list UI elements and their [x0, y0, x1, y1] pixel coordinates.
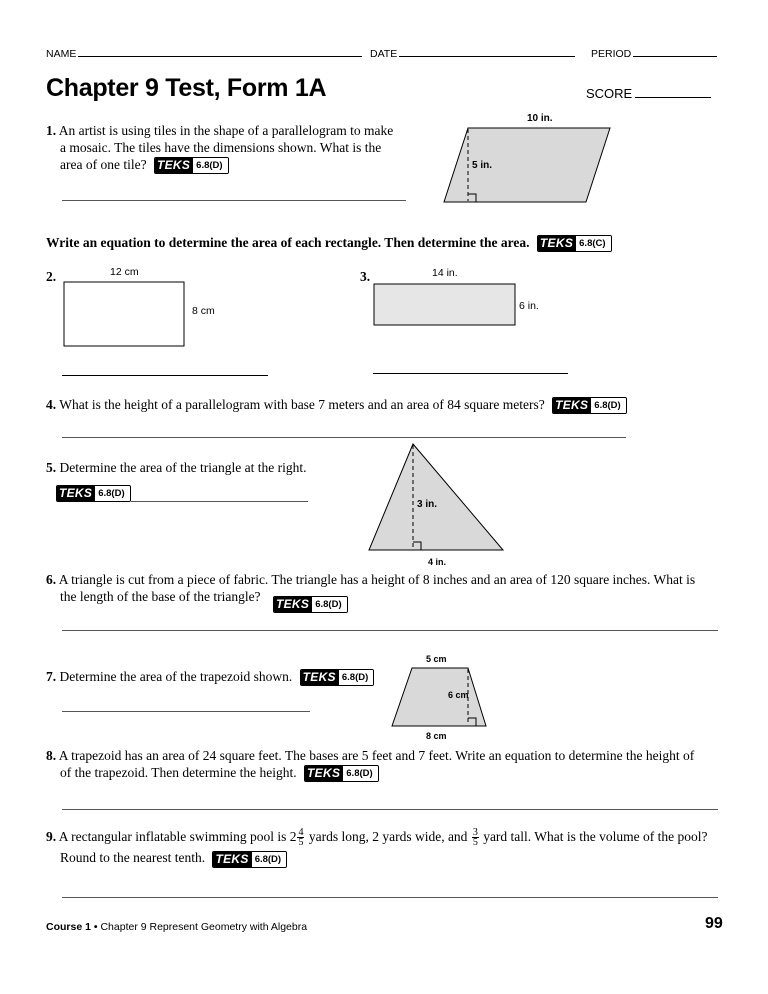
q7-bottom-label: 8 cm [426, 731, 447, 741]
q6-teks-badge [273, 596, 348, 613]
name-field [46, 46, 362, 60]
q3-number: 3. [360, 269, 371, 284]
q1-number: 1. [46, 123, 57, 138]
q5-base-label: 4 in. [428, 557, 447, 567]
teks-logo: TEKS [57, 486, 95, 501]
q7-number: 7. [46, 669, 57, 684]
question-7 [46, 668, 374, 686]
q2-width-label: 12 cm [110, 266, 139, 278]
q9-f1-numerator: 4 [298, 827, 304, 839]
q9-answer-line[interactable] [62, 897, 718, 898]
question-5 [46, 459, 307, 476]
q5-triangle-figure [365, 438, 510, 556]
score-field [586, 85, 711, 101]
q4-teks-badge [552, 397, 627, 414]
q9-f1-denominator: 5 [298, 837, 304, 849]
q4-number: 4. [46, 397, 57, 412]
q7-answer-line[interactable] [62, 711, 310, 712]
name-label: NAME [46, 48, 77, 60]
q6-answer-line[interactable] [62, 630, 718, 631]
q8-answer-line[interactable] [62, 809, 718, 810]
teks-logo: TEKS [213, 852, 251, 867]
period-field [591, 46, 717, 60]
q9-text-post: yard tall. What is the volume of the pool? [479, 829, 708, 844]
instruction-text: Write an equation to determine the area of each rectangle. Then determine the area. [46, 235, 530, 250]
q7-teks-badge [300, 669, 375, 686]
date-label: DATE [370, 48, 398, 60]
footer-course [46, 921, 307, 933]
footer-bullet: • [93, 921, 98, 933]
question-1 [46, 122, 426, 174]
q8-line1: A trapezoid has an area of 24 square feet. The bases are 5 feet and 7 feet. Write an equation to determine the height of [58, 748, 695, 763]
q7-text: Determine the area of the trapezoid shown. [59, 669, 293, 684]
q6-teks-code: 6.8(D) [312, 597, 346, 612]
q7-teks-code: 6.8(D) [339, 670, 373, 685]
date-line[interactable] [399, 46, 575, 57]
teks-logo: TEKS [305, 766, 343, 781]
footer-course-name: Course 1 [46, 921, 91, 933]
q7-top-label: 5 cm [426, 654, 447, 664]
q2-height-label: 8 cm [192, 305, 215, 317]
q9-number: 9. [46, 829, 57, 844]
question-9 [46, 828, 756, 868]
q7-trapezoid-figure [388, 664, 493, 730]
q8-line2: of the trapezoid. Then determine the height. [60, 765, 297, 780]
q4-teks-code: 6.8(D) [591, 398, 625, 413]
q5-text: Determine the area of the triangle at the right. [59, 460, 307, 475]
q9-fraction-1 [297, 828, 304, 847]
q1-base-label: 10 in. [527, 113, 553, 124]
q3-answer-line[interactable] [373, 373, 568, 374]
q6-line2: the length of the base of the triangle? [60, 589, 261, 604]
q5-number: 5. [46, 460, 57, 475]
q9-text-mid: yards long, 2 yards wide, and [305, 829, 471, 844]
q2-rectangle-figure [60, 280, 190, 350]
q5-height-label: 3 in. [417, 499, 438, 510]
q8-number: 8. [46, 748, 57, 763]
q4-text: What is the height of a parallelogram with base 7 meters and an area of 84 square meters? [59, 397, 545, 412]
q8-teks-badge [304, 765, 379, 782]
q5-answer-line[interactable] [131, 501, 308, 502]
q1-height-label: 5 in. [472, 160, 493, 171]
instruction-teks-badge [537, 235, 612, 252]
score-label: SCORE [586, 86, 633, 101]
q3-height-label: 6 in. [519, 300, 539, 312]
teks-logo: TEKS [155, 158, 193, 173]
footer-chapter: Chapter 9 Represent Geometry with Algebra [100, 921, 308, 933]
q7-height-label: 6 cm [448, 690, 469, 700]
q5-teks-code: 6.8(D) [95, 486, 129, 501]
q9-line2: Round to the nearest tenth. [60, 850, 206, 866]
q8-teks-code: 6.8(D) [343, 766, 377, 781]
q9-f2-denominator: 5 [472, 837, 478, 849]
q1-line1: An artist is using tiles in the shape of a parallelogram to make [58, 123, 394, 138]
q6-teks-row [273, 595, 348, 613]
q1-line3: area of one tile? [60, 157, 147, 172]
q5-teks-badge [56, 485, 131, 502]
question-8 [46, 747, 746, 782]
teks-logo: TEKS [553, 398, 591, 413]
question-6 [46, 571, 746, 605]
q4-answer-line[interactable] [62, 437, 626, 438]
name-line[interactable] [78, 46, 362, 57]
q6-line1: A triangle is cut from a piece of fabric. The triangle has a height of 8 inches and an area of 120 square inches. What is [58, 572, 696, 587]
q3-width-label: 14 in. [432, 267, 458, 279]
q5-teks-row [56, 484, 131, 502]
score-line[interactable] [635, 85, 711, 98]
q6-number: 6. [46, 572, 57, 587]
q2-number: 2. [46, 269, 57, 284]
q3-rectangle-figure [370, 282, 520, 328]
q9-text-pre: A rectangular inflatable swimming pool is 2 [58, 829, 297, 844]
q1-teks-badge [154, 157, 229, 174]
q1-line2: a mosaic. The tiles have the dimensions shown. What is the [60, 140, 382, 155]
instruction [46, 234, 612, 252]
q9-teks-code: 6.8(D) [252, 852, 286, 867]
instruction-teks-code: 6.8(C) [576, 236, 610, 251]
q9-f2-numerator: 3 [472, 827, 478, 839]
teks-logo: TEKS [274, 597, 312, 612]
teks-logo: TEKS [301, 670, 339, 685]
question-4 [46, 396, 627, 414]
date-field [370, 46, 575, 60]
q2-answer-line[interactable] [62, 375, 268, 376]
q9-fraction-2 [472, 828, 479, 847]
period-line[interactable] [633, 46, 717, 57]
page-title: Chapter 9 Test, Form 1A [46, 74, 327, 102]
teks-logo: TEKS [538, 236, 576, 251]
q1-answer-line[interactable] [62, 200, 406, 201]
period-label: PERIOD [591, 48, 632, 60]
q1-teks-code: 6.8(D) [193, 158, 227, 173]
q9-teks-badge [212, 851, 287, 868]
page-number: 99 [705, 915, 723, 932]
